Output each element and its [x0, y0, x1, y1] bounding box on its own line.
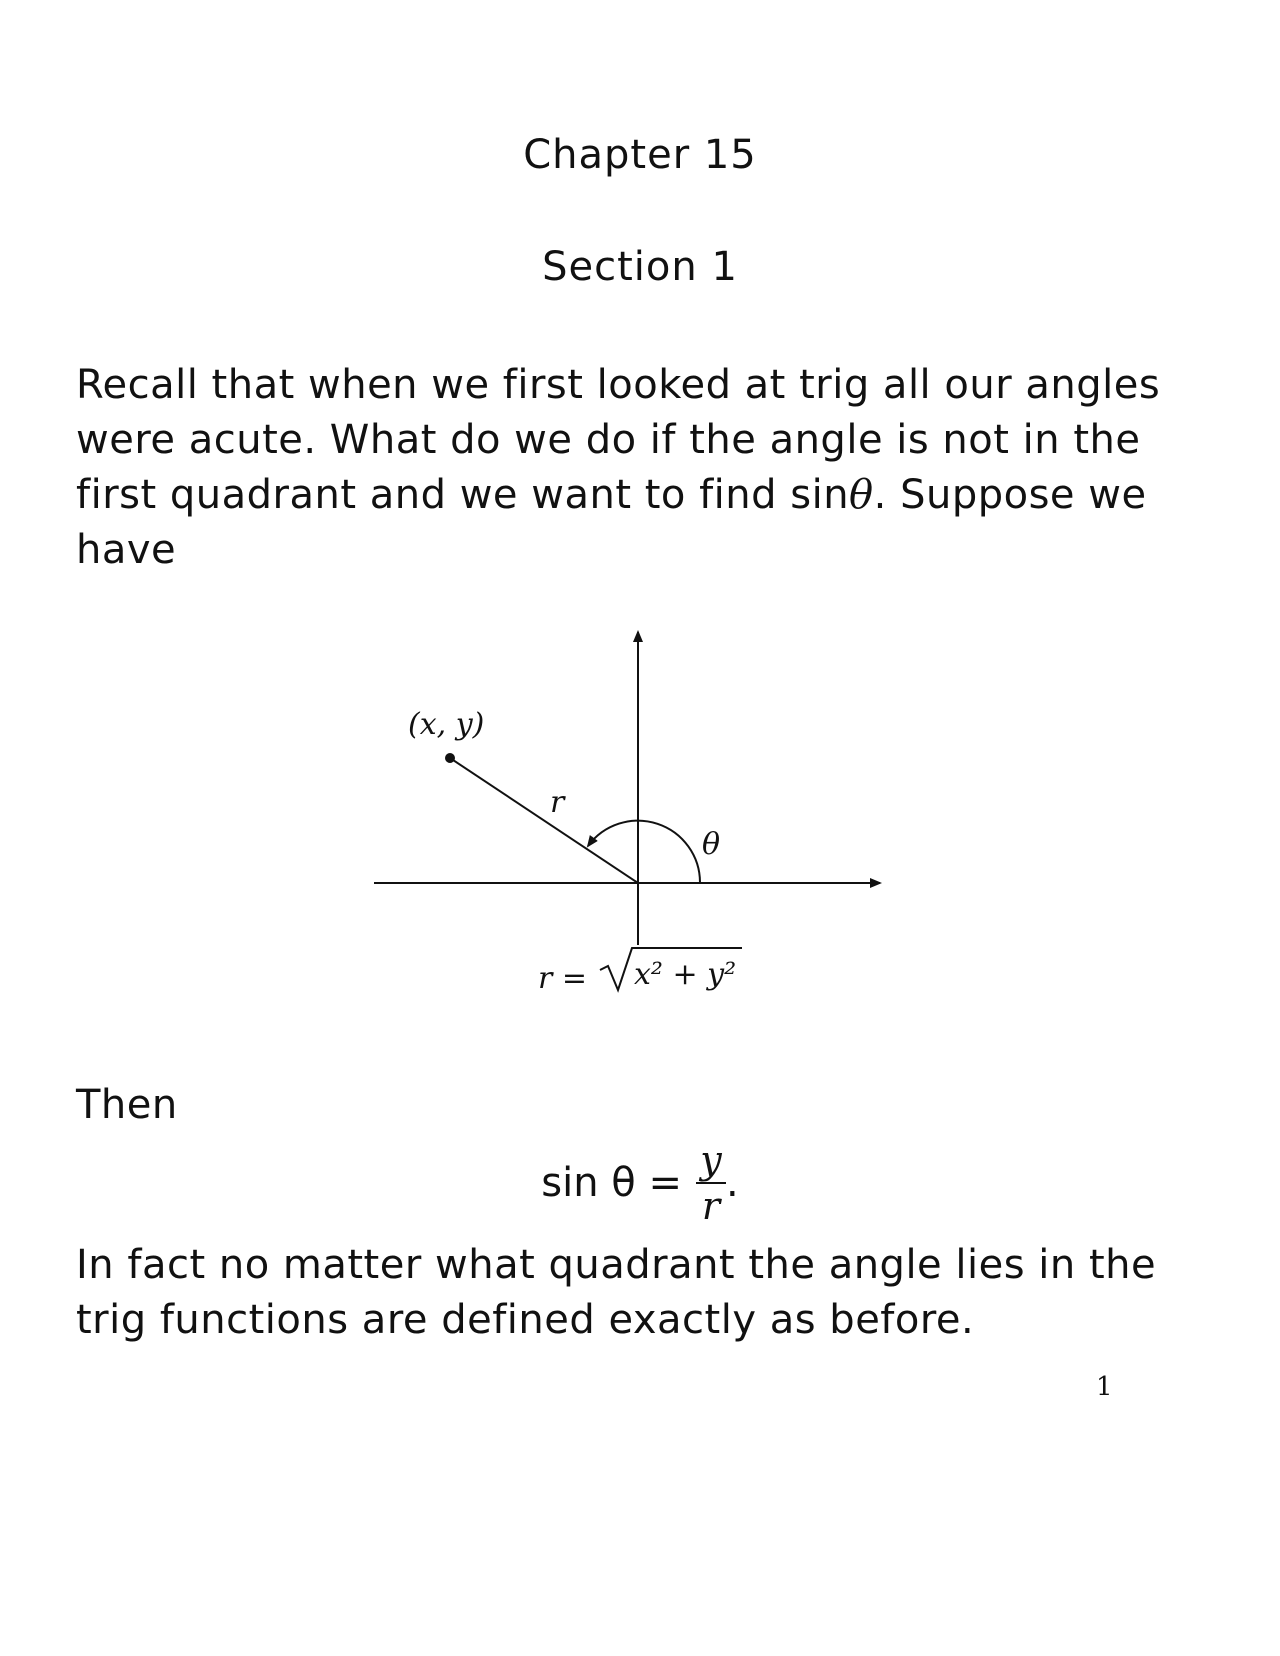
radius-label: r: [550, 785, 565, 820]
point-marker: [445, 753, 455, 763]
intro-line-2: were acute. What do we do if the angle is not in the: [76, 417, 1141, 463]
fraction-numerator: y: [700, 1138, 722, 1182]
radius-formula-radicand: x² + y²: [634, 957, 737, 992]
sine-equation: [0, 1140, 1280, 1226]
closing-paragraph: [76, 1238, 1204, 1348]
equation-lhs: sin θ =: [541, 1160, 682, 1206]
fraction-denominator: r: [701, 1184, 721, 1228]
radius-formula-lhs: r =: [538, 961, 588, 996]
closing-line-1: In fact no matter what quadrant the angle lies in the: [76, 1242, 1157, 1288]
intro-line-3: [76, 468, 1204, 523]
chapter-title: Chapter 15: [523, 132, 757, 178]
equation-period: .: [726, 1160, 739, 1206]
closing-line-2: trig functions are defined exactly as before.: [76, 1297, 975, 1343]
unit-angle-diagram: [370, 620, 910, 1020]
then-text: Then: [76, 1082, 178, 1128]
intro-line-3-text: first quadrant and we want to find sin: [76, 472, 850, 518]
radius-line: [450, 758, 638, 883]
intro-line-4: have: [76, 527, 177, 573]
theta-symbol: θ: [849, 472, 874, 518]
intro-line-3-tail: . Suppose we: [873, 472, 1147, 518]
point-label: (x, y): [408, 707, 485, 742]
page-number: 1: [1096, 1372, 1113, 1402]
y-over-r-fraction: [696, 1140, 726, 1226]
section-title: Section 1: [542, 244, 738, 290]
intro-paragraph: [76, 358, 1204, 578]
angle-arc-arrow: [588, 821, 700, 883]
intro-line-1: Recall that when we first looked at trig all our angles: [76, 362, 1161, 408]
angle-label: θ: [702, 827, 721, 862]
